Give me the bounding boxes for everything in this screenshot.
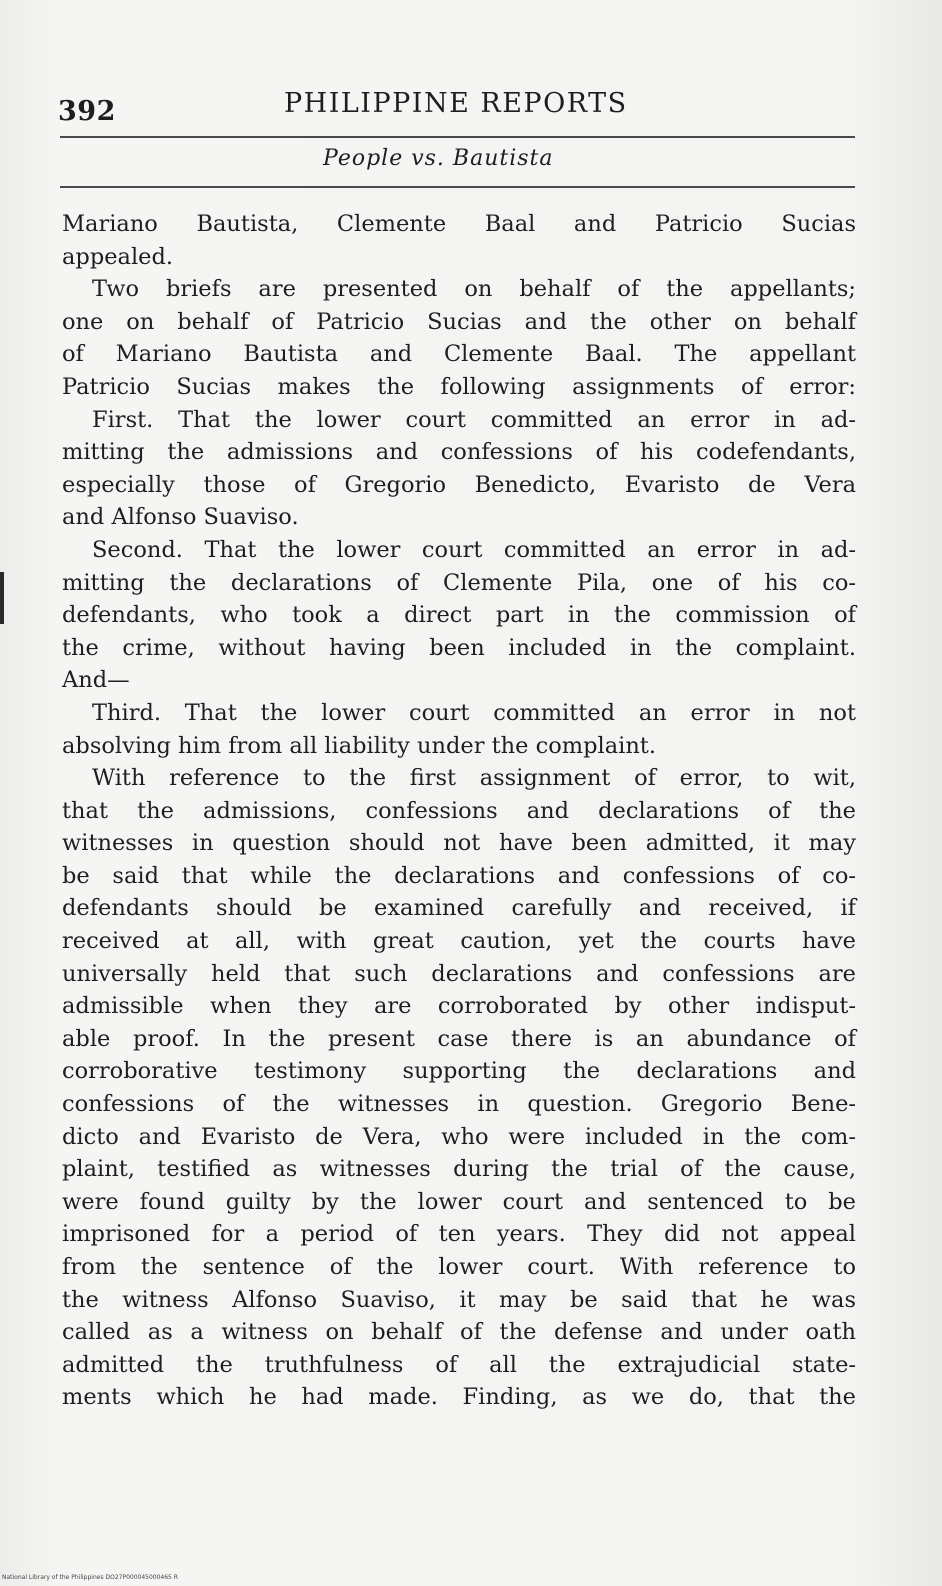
text-line: dicto and Evaristo de Vera, who were included in the com- [62,1123,856,1150]
scan-footer: National Library of the Philippines DO27P000045000465 R [2,1574,178,1581]
body-text [62,208,856,1414]
text-line: Mariano Bautista, Clemente Baal and Patricio Sucias [62,211,856,237]
text-line: Two briefs are presented on behalf of the appellants; [92,276,856,303]
text-line: Second. That the lower court committed an error in ad- [92,536,856,563]
text-line: With reference to the first assignment of error, to wit, [92,765,856,792]
text-line: ments which he had made. Finding, as we do, that the [62,1384,856,1411]
text-line: one on behalf of Patricio Sucias and the other on behalf [62,308,856,335]
text-line: and Alfonso Suaviso. [62,504,299,531]
text-line: defendants should be examined carefully and received, if [62,895,856,922]
text-line: And— [62,667,130,694]
text-line: Patricio Sucias makes the following assignments of error: [62,373,856,400]
text-line: universally held that such declarations and confessions are [62,960,856,987]
text-line: absolving him from all liability under the complaint. [62,732,656,759]
text-line: corroborative testimony supporting the declarations and [62,1058,856,1085]
text-line: be said that while the declarations and confessions of co- [62,862,856,889]
text-line: plaint, testified as witnesses during the trial of the cause, [62,1156,856,1183]
scan-edge-mark [0,572,4,624]
text-line: called as a witness on behalf of the defense and under oath [62,1319,856,1346]
text-line: appealed. [62,243,174,270]
text-line: witnesses in question should not have been admitted, it may [62,830,856,857]
text-line: of Mariano Bautista and Clemente Baal. The appellant [62,341,856,368]
page-number: 392 [58,96,116,127]
text-line: able proof. In the present case there is an abundance of [62,1025,856,1052]
text-line: especially those of Gregorio Benedicto, Evaristo de Vera [62,471,856,498]
text-line: confessions of the witnesses in question. Gregorio Bene- [62,1091,856,1118]
text-line: that the admissions, confessions and declarations of the [62,797,856,824]
text-line: Third. That the lower court committed an error in not [92,699,856,726]
text-line: First. That the lower court committed an error in ad- [92,406,856,433]
text-line: imprisoned for a period of ten years. They did not appeal [62,1221,856,1248]
text-line: admissible when they are corroborated by other indisput- [62,993,856,1020]
case-title: People vs. Bautista [323,146,554,171]
text-line: were found guilty by the lower court and sentenced to be [62,1188,856,1215]
text-line: defendants, who took a direct part in the commission of [62,602,856,629]
text-line: mitting the admissions and confessions of his codefendants, [62,439,856,466]
header-rule-top [60,136,855,138]
text-line: received at all, with great caution, yet the courts have [62,928,856,955]
text-line: the crime, without having been included in the complaint. [62,634,856,661]
text-line: admitted the truthfulness of all the extrajudicial state- [62,1351,856,1378]
text-line: mitting the declarations of Clemente Pila, one of his co- [62,569,856,596]
running-head: PHILIPPINE REPORTS [284,88,628,119]
header-rule-bottom [60,186,855,188]
text-line: from the sentence of the lower court. With reference to [62,1254,856,1280]
text-line: the witness Alfonso Suaviso, it may be said that he was [62,1286,856,1313]
